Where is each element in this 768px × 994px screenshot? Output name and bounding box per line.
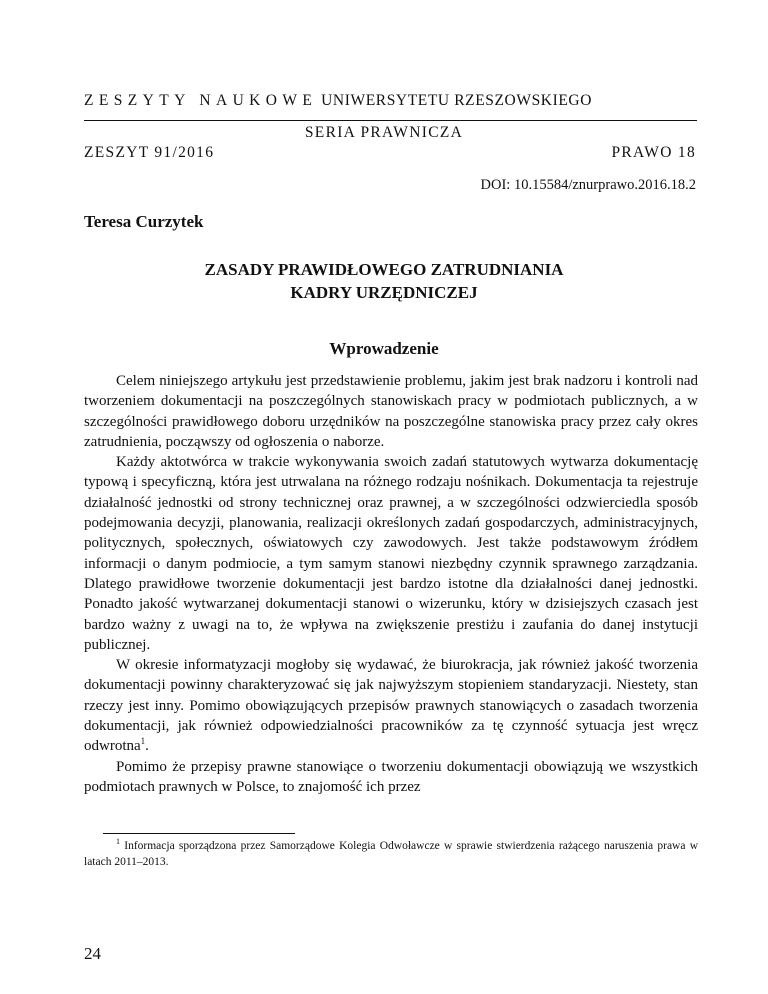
- footnote-rule: [103, 833, 295, 834]
- journal-title: [84, 92, 696, 110]
- article-title: [0, 258, 768, 304]
- doi-label: DOI: 10.15584/znurprawo.2016.18.2: [480, 177, 696, 193]
- law-volume-label: PRAWO 18: [611, 144, 696, 161]
- footnote: [84, 838, 698, 870]
- page-number: 24: [84, 944, 101, 963]
- header-rule: [84, 120, 697, 121]
- footnote-text: Informacja sporządzona przez Samorządowe Kolegia Odwoławcze w sprawie stwierdzenia rażącego naruszenia prawa w latach 2011–2013.: [84, 840, 698, 868]
- journal-title-spaced: ZESZYTY NAUKOWE: [84, 92, 318, 109]
- paragraph-4: Pomimo że przepisy prawne stanowiące o tworzeniu dokumentacji obowiązują we wszystkich podmiotach prawnych w Polsce, to znajomość ich przez: [84, 758, 698, 795]
- paragraph-3: [84, 655, 698, 756]
- article-title-line-2: KADRY URZĘDNICZEJ: [290, 283, 478, 302]
- paragraph-1: Celem niniejszego artykułu jest przedstawienie problemu, jakim jest brak nadzoru i kontroli nad tworzeniem dokumentacji na poszczególnych stanowiskach pracy w podmiotach publicznych, a w szczególności prawidłowego doboru urzędników na poszczególne stanowiska pracy przez cały okres zatrudnienia, począwszy od ogłoszenia o naborze.: [84, 373, 698, 450]
- footnote-reference-1[interactable]: 1: [140, 736, 146, 747]
- paragraph-3-end: .: [145, 738, 149, 755]
- issue-label: ZESZYT 91/2016: [84, 144, 215, 161]
- paragraph-3-text: W okresie informatyzacji mogłoby się wydawać, że biurokracja, jak również jakość tworzenia dokumentacji powinny charakteryzować się jak najwyższym stopieniem standaryzacji. Niestety, stan rzeczy jest inny. Pomimo obowiązujących przepisów prawnych stanowiących o zasadach tworzenia dokumentacji, jak również odpowiedzialności pracowników za tę czynność sytuacja jest wręcz odwrotna: [84, 657, 698, 755]
- article-body: [84, 371, 698, 797]
- article-title-line-1: ZASADY PRAWIDŁOWEGO ZATRUDNIANIA: [204, 260, 564, 279]
- footnote-number: 1: [116, 837, 120, 846]
- author-name: Teresa Curzytek: [84, 212, 204, 231]
- series-label: SERIA PRAWNICZA: [304, 124, 464, 141]
- section-heading: Wprowadzenie: [329, 339, 439, 358]
- journal-title-university: UNIWERSYTETU RZESZOWSKIEGO: [321, 92, 593, 109]
- paragraph-2: Każdy aktotwórca w trakcie wykonywania swoich zadań statutowych wytwarza dokumentację typową i specyficzną, która jest utrwalana na różnego rodzaju nośnikach. Dokumentacja ta rejestruje działalność jednostki od strony technicznej oraz prawnej, a w szczególności odzwierciedla sposób podejmowania decyzji, planowania, realizacji określonych zadań gospodarczych, administracyjnych, politycznych, społecznych, oświatowych czy zawodowych. Jest także podstawowym źródłem informacji o danym podmiocie, a tym samym stanowi niezbędny czynnik sprawnego zarządzania. Dlatego prawidłowe tworzenie dokumentacji jest bardzo istotne dla działalności danej jednostki. Ponadto jakość wytwarzanej dokumentacji stanowi o wizerunku, który w dzisiejszych czasach jest bardzo ważny z uwagi na to, że wpływa na zwiększenie prestiżu i zaufania do danej instytucji publicznej.: [84, 454, 698, 653]
